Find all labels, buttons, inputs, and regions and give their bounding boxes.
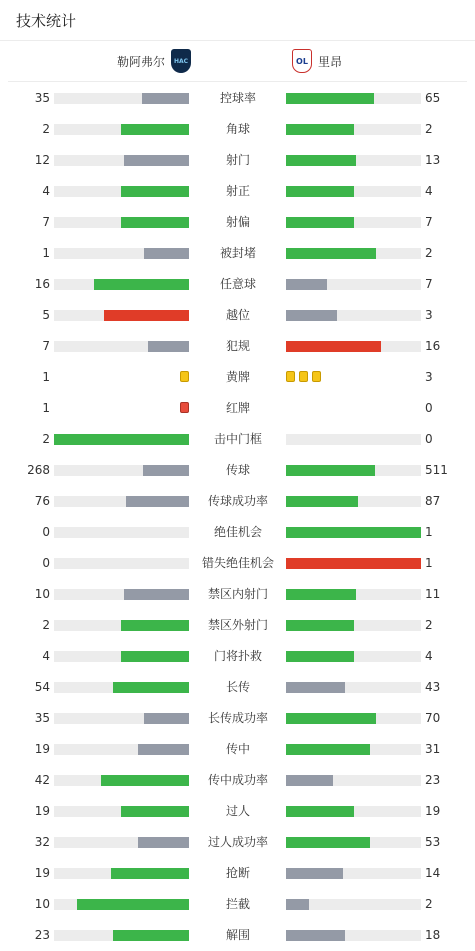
- home-stat-bar-fill: [94, 279, 189, 290]
- away-stat-bar-fill: [286, 93, 374, 104]
- stat-row: [0, 331, 475, 362]
- away-stat-bar: [286, 279, 421, 290]
- away-stat-value: 1: [425, 556, 433, 570]
- away-cards: [286, 371, 321, 382]
- away-stat-bar: [286, 651, 421, 662]
- away-stat-value: 70: [425, 711, 441, 725]
- stat-label: 禁区外射门: [207, 618, 268, 632]
- stat-label: 射偏: [225, 215, 250, 229]
- away-stat-value: 7: [425, 277, 433, 291]
- home-team-logo-text: HAC: [173, 57, 189, 65]
- home-stat-bar-fill: [138, 837, 189, 848]
- away-stat-bar: [286, 341, 421, 352]
- away-stat-value: 53: [425, 835, 441, 849]
- away-stat-bar-fill: [286, 682, 345, 693]
- home-stat-bar: [54, 186, 189, 197]
- home-stat-bar-fill: [148, 341, 189, 352]
- stat-row: [0, 827, 475, 858]
- away-stat-bar-fill: [286, 868, 343, 879]
- away-stat-bar-fill: [286, 279, 327, 290]
- home-stat-bar-fill: [111, 868, 189, 879]
- home-stat-value: 7: [42, 339, 50, 353]
- home-stat-bar-fill: [54, 434, 189, 445]
- away-stat-bar-fill: [286, 775, 333, 786]
- yellow-card-icon: [312, 371, 321, 382]
- home-team[interactable]: [117, 41, 191, 81]
- home-stat-bar-fill: [126, 496, 189, 507]
- home-stat-bar-fill: [144, 248, 189, 259]
- away-stat-bar: [286, 527, 421, 538]
- stat-row: [0, 765, 475, 796]
- home-stat-bar-fill: [142, 93, 189, 104]
- stat-label: 射正: [225, 184, 250, 198]
- away-stat-value: 0: [425, 432, 433, 446]
- away-team-name: 里昂: [318, 54, 343, 69]
- home-stat-value: 19: [34, 742, 50, 756]
- stat-row: [0, 83, 475, 114]
- stat-row: [0, 176, 475, 207]
- home-stat-bar: [54, 620, 189, 631]
- home-stat-bar-fill: [144, 713, 189, 724]
- home-stat-bar: [54, 837, 189, 848]
- page-title: 技术统计: [16, 11, 77, 30]
- away-stat-bar: [286, 93, 421, 104]
- away-stat-value: 2: [425, 246, 433, 260]
- away-stat-bar: [286, 682, 421, 693]
- home-stat-bar: [54, 899, 189, 910]
- away-stat-value: 11: [425, 587, 441, 601]
- red-card-icon: [180, 402, 189, 413]
- away-stat-value: 16: [425, 339, 441, 353]
- away-stat-value: 3: [425, 308, 433, 322]
- stat-label: 红牌: [225, 401, 250, 415]
- stat-label: 禁区内射门: [207, 587, 268, 601]
- away-stat-bar-fill: [286, 496, 358, 507]
- stat-label: 错失绝佳机会: [201, 556, 274, 570]
- away-stat-value: 0: [425, 401, 433, 415]
- away-stat-bar-fill: [286, 651, 354, 662]
- home-stat-value: 10: [34, 897, 50, 911]
- stat-label: 门将扑救: [213, 649, 262, 663]
- home-stat-value: 12: [34, 153, 50, 167]
- home-stat-bar: [54, 434, 189, 445]
- stat-label: 过人: [225, 804, 250, 818]
- home-stat-value: 1: [42, 401, 50, 415]
- away-stat-bar-fill: [286, 527, 421, 538]
- away-stat-value: 18: [425, 928, 441, 942]
- home-stat-value: 16: [34, 277, 50, 291]
- home-stat-bar: [54, 279, 189, 290]
- home-stat-bar: [54, 930, 189, 941]
- away-stat-bar-fill: [286, 930, 345, 941]
- away-stat-bar: [286, 837, 421, 848]
- stat-row: [0, 517, 475, 548]
- home-stat-bar-fill: [101, 775, 189, 786]
- stat-row: [0, 424, 475, 455]
- away-stat-bar-fill: [286, 589, 356, 600]
- away-stat-bar: [286, 558, 421, 569]
- away-stat-bar: [286, 775, 421, 786]
- home-stat-bar: [54, 496, 189, 507]
- stat-row: [0, 641, 475, 672]
- away-stat-bar-fill: [286, 186, 354, 197]
- stat-row: [0, 238, 475, 269]
- away-stat-bar-fill: [286, 217, 354, 228]
- stat-row: [0, 703, 475, 734]
- stat-label: 绝佳机会: [213, 525, 262, 539]
- away-stat-bar: [286, 806, 421, 817]
- home-stat-bar: [54, 155, 189, 166]
- stat-label: 犯规: [225, 339, 250, 353]
- away-stat-value: 4: [425, 649, 433, 663]
- away-stat-value: 31: [425, 742, 441, 756]
- away-team-logo-icon: [292, 49, 312, 73]
- stat-row: [0, 920, 475, 951]
- home-stat-bar-fill: [121, 186, 189, 197]
- stat-label: 被封堵: [219, 246, 256, 260]
- stat-row: [0, 610, 475, 641]
- away-stat-bar: [286, 248, 421, 259]
- home-stat-bar-fill: [113, 930, 189, 941]
- away-stat-bar: [286, 310, 421, 321]
- away-stat-value: 14: [425, 866, 441, 880]
- away-stat-bar-fill: [286, 713, 376, 724]
- home-stat-bar-fill: [124, 589, 189, 600]
- away-stat-value: 1: [425, 525, 433, 539]
- yellow-card-icon: [180, 371, 189, 382]
- stat-row: [0, 114, 475, 145]
- home-stat-value: 19: [34, 804, 50, 818]
- away-stat-bar: [286, 899, 421, 910]
- home-stat-value: 5: [42, 308, 50, 322]
- stat-row: [0, 796, 475, 827]
- home-stat-bar: [54, 682, 189, 693]
- stat-row: [0, 734, 475, 765]
- home-stat-value: 54: [34, 680, 50, 694]
- stat-label: 传球成功率: [207, 494, 268, 508]
- away-stat-value: 87: [425, 494, 441, 508]
- stat-label: 抢断: [225, 866, 250, 880]
- home-stat-bar: [54, 868, 189, 879]
- home-cards: [180, 371, 189, 382]
- home-stat-value: 4: [42, 184, 50, 198]
- stat-label: 拦截: [225, 897, 250, 911]
- away-stat-bar: [286, 434, 421, 445]
- header: [0, 0, 475, 41]
- home-stat-bar: [54, 775, 189, 786]
- away-stat-bar-fill: [286, 899, 309, 910]
- away-stat-bar: [286, 186, 421, 197]
- stat-row: [0, 207, 475, 238]
- home-stat-bar: [54, 713, 189, 724]
- away-stat-bar-fill: [286, 806, 354, 817]
- home-team-logo-icon: [171, 49, 191, 73]
- home-stat-value: 1: [42, 246, 50, 260]
- away-stat-bar-fill: [286, 620, 354, 631]
- away-stat-bar-fill: [286, 341, 381, 352]
- home-stat-value: 268: [27, 463, 50, 477]
- stat-label: 长传: [225, 680, 250, 694]
- home-stat-bar: [54, 217, 189, 228]
- away-stat-value: 19: [425, 804, 441, 818]
- away-stat-bar: [286, 465, 421, 476]
- home-stat-value: 35: [34, 711, 50, 725]
- stat-row: [0, 486, 475, 517]
- away-stat-bar-fill: [286, 837, 370, 848]
- home-stat-value: 0: [42, 525, 50, 539]
- home-stat-bar-fill: [121, 806, 189, 817]
- home-stat-bar: [54, 465, 189, 476]
- home-cards: [180, 402, 189, 413]
- home-stat-bar: [54, 527, 189, 538]
- home-stat-bar-fill: [121, 217, 189, 228]
- home-stat-value: 23: [34, 928, 50, 942]
- home-stat-value: 2: [42, 122, 50, 136]
- home-stat-bar: [54, 310, 189, 321]
- away-stat-bar-fill: [286, 124, 354, 135]
- home-stat-bar-fill: [104, 310, 189, 321]
- stat-row: [0, 269, 475, 300]
- team-header: [8, 41, 467, 82]
- home-stat-bar-fill: [124, 155, 189, 166]
- home-stat-bar-fill: [121, 620, 189, 631]
- away-stat-bar-fill: [286, 465, 375, 476]
- away-stat-value: 65: [425, 91, 441, 105]
- home-stat-bar: [54, 806, 189, 817]
- away-stat-bar-fill: [286, 310, 337, 321]
- away-stat-bar-fill: [286, 155, 356, 166]
- home-stat-bar: [54, 93, 189, 104]
- home-stat-bar: [54, 651, 189, 662]
- away-stat-value: 4: [425, 184, 433, 198]
- home-stat-value: 7: [42, 215, 50, 229]
- home-stat-bar: [54, 744, 189, 755]
- home-team-name: 勒阿弗尔: [116, 54, 165, 69]
- home-stat-bar-fill: [138, 744, 189, 755]
- away-stat-bar: [286, 589, 421, 600]
- stat-row: [0, 579, 475, 610]
- home-stat-bar: [54, 124, 189, 135]
- home-stat-value: 32: [34, 835, 50, 849]
- stat-label: 传球: [225, 463, 250, 477]
- stat-label: 长传成功率: [207, 711, 268, 725]
- stat-row: [0, 393, 475, 424]
- away-stat-bar: [286, 217, 421, 228]
- away-stat-value: 2: [425, 618, 433, 632]
- away-stat-bar: [286, 744, 421, 755]
- home-stat-value: 10: [34, 587, 50, 601]
- home-stat-value: 2: [42, 618, 50, 632]
- home-stat-bar-fill: [121, 651, 189, 662]
- away-stat-bar: [286, 930, 421, 941]
- away-stat-bar: [286, 713, 421, 724]
- stat-label: 任意球: [219, 277, 256, 291]
- stat-label: 越位: [225, 308, 250, 322]
- home-stat-bar-fill: [143, 465, 189, 476]
- home-stat-bar: [54, 589, 189, 600]
- away-stat-bar: [286, 124, 421, 135]
- stat-label: 传中: [225, 742, 250, 756]
- away-stat-value: 43: [425, 680, 441, 694]
- home-stat-bar: [54, 341, 189, 352]
- stat-row: [0, 672, 475, 703]
- stat-row: [0, 858, 475, 889]
- stat-label: 角球: [225, 122, 250, 136]
- away-stat-value: 2: [425, 122, 433, 136]
- stat-label: 射门: [225, 153, 250, 167]
- away-stat-value: 7: [425, 215, 433, 229]
- yellow-card-icon: [286, 371, 295, 382]
- home-stat-value: 42: [34, 773, 50, 787]
- stat-label: 过人成功率: [207, 835, 268, 849]
- home-stat-bar: [54, 558, 189, 569]
- away-stat-bar-fill: [286, 558, 421, 569]
- stat-label: 黄牌: [225, 370, 250, 384]
- away-stat-value: 23: [425, 773, 441, 787]
- stat-label: 控球率: [219, 91, 256, 105]
- away-stat-bar-fill: [286, 744, 370, 755]
- home-stat-bar-fill: [77, 899, 189, 910]
- away-stat-bar: [286, 155, 421, 166]
- away-stat-bar-fill: [286, 248, 376, 259]
- yellow-card-icon: [299, 371, 308, 382]
- stat-row: [0, 362, 475, 393]
- stat-row: [0, 548, 475, 579]
- away-team[interactable]: [292, 41, 342, 81]
- away-stat-bar: [286, 496, 421, 507]
- home-stat-bar-fill: [113, 682, 189, 693]
- home-stat-bar: [54, 248, 189, 259]
- away-stat-value: 511: [425, 463, 448, 477]
- stat-label: 解围: [225, 928, 250, 942]
- away-stat-value: 13: [425, 153, 441, 167]
- stat-label: 击中门框: [213, 432, 262, 446]
- home-stat-value: 4: [42, 649, 50, 663]
- away-stat-value: 3: [425, 370, 433, 384]
- home-stat-value: 19: [34, 866, 50, 880]
- stat-label: 传中成功率: [207, 773, 268, 787]
- stat-row: [0, 145, 475, 176]
- stat-row: [0, 455, 475, 486]
- home-stat-value: 76: [34, 494, 50, 508]
- stat-row: [0, 300, 475, 331]
- home-stat-bar-fill: [121, 124, 189, 135]
- away-stat-bar: [286, 868, 421, 879]
- away-stat-bar: [286, 620, 421, 631]
- home-stat-value: 0: [42, 556, 50, 570]
- home-stat-value: 35: [34, 91, 50, 105]
- away-team-logo-text: OL: [296, 56, 308, 66]
- away-stat-value: 2: [425, 897, 433, 911]
- home-stat-value: 2: [42, 432, 50, 446]
- home-stat-value: 1: [42, 370, 50, 384]
- stat-row: [0, 889, 475, 920]
